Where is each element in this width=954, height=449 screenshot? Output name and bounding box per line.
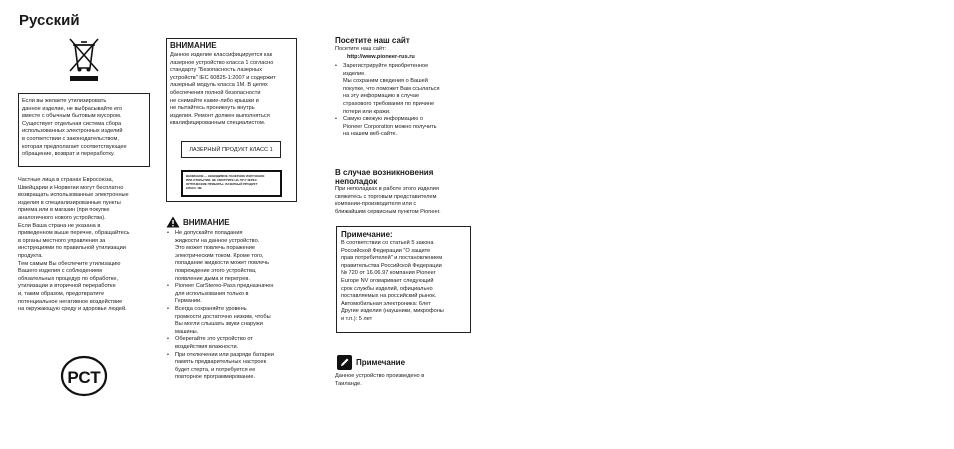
list-item: • Оберегайте это устройство от воздействия влажности. [167,336,295,351]
laser-product-label: ЛАЗЕРНЫЙ ПРОДУКТ КЛАСС 1 [181,141,281,158]
visit-intro: Посетите наш сайт: [335,46,387,52]
visit-list [335,63,440,139]
list-item: • Pioneer CarStereo-Pass предназначен для использования только в Германии. [167,283,295,306]
list-item: • При отключении или разряде батареи память предварительных настроек будет стерта, и потребуется ее повторное программирование. [167,352,295,382]
malfunction-text: При неполадках в работе этого изделия свяжитесь с торговым представителем компании-производителя или с ближайшим сервисным пунктом Pioneer. [335,186,441,215]
visit-heading: Посетите наш сайт [335,36,410,45]
recycle-info-box: Если вы желаете утилизировать данное изделие, не выбрасывайте его вместе с обычным бытовым мусором. Существует отдельная система сбора использованных электронных изделий в соответствии с законодательством, которая предполагает соответствующее обращение, возврат и переработку. [18,93,150,167]
crossed-bin-icon [66,36,102,82]
service-life-text: В соответствии со статьей 5 закона Российской Федерации "О защите прав потребителей" и постановлением правительства Российской Федерации № 720 от 16.06.97 компания Pioneer Europe NV оговаривает следующий срок службы изделий, официально поставляемых на российский рынок. Автомобильная электроника: 6лет Другие изделия (наушники, микрофоны и т.п.): 5 лет [341,240,444,322]
warning-heading: ВНИМАНИЕ [170,41,217,50]
service-life-note-box [336,226,471,333]
return-instructions-text: Частные лица в странах Евросоюза, Швейцарии и Норвегии могут бесплатно возвращать использованные электронные изделия в специализированные пункты приема или в магазин (при покупке аналогичного нового устройства). Если Ваша страна не указана в приведенном выше перечне, обращайтесь в органы местного управления за инструкциями по правильной утилизации продукта. Тем самым Вы обеспечите утилизацию Вашего изделия с соблюдением обязательных процедур по обработке, утилизации и вторичной переработке и, таким образом, предотвратите потенциальное негативное воздействие на окружающую среду и здоровье людей. [18,177,130,313]
malfunction-heading: В случае возникновения неполадок [335,168,434,186]
list-item: • Зарегистрируйте приобретенное изделие. Мы сохраним сведения о Вашей покупке, что поможет Вам ссылаться на эту информацию в случае страхового требования по причине потери или кражи. [335,63,440,116]
page-title: Русский [19,12,80,29]
gost-certification-logo [60,355,108,397]
note-heading: Примечание: [341,230,393,239]
note2-heading: Примечание [356,358,406,367]
caution-list [167,230,295,382]
list-item: • Не допускайте попадания жидкости на данное устройство. Это может повлечь поражение электрическим током. Кроме того, попадание жидкости может повлечь повреждение этого устройства, появление дыма и перегрев. [167,230,295,283]
caution-heading-row [166,216,230,228]
warning-triangle-icon [166,216,180,228]
svg-text:РСТ: РСТ [67,368,101,387]
manufactured-in-text: Данное устройство произведено в Таиланде. [335,373,425,387]
laser-warning-label: ВНИМАНИЕ — НЕВИДИМОЕ ЛАЗЕРНОЕ ИЗЛУЧЕНИЕ ПРИ ОТКРЫТИИ. НЕ СМОТРИТЕ НА ЛУЧ ЧЕРЕЗ ОПТИЧЕСКИЕ ПРИБОРЫ. ЛАЗЕРНЫЙ ПРОДУКТ КЛАСС 1М. [181,170,282,197]
list-item: • Всегда сохраняйте уровень громкости достаточно низким, чтобы Вы могли слышать звуки снаружи машины. [167,306,295,336]
pencil-note-icon [337,355,352,370]
caution-heading: ВНИМАНИЕ [183,217,230,227]
website-link[interactable]: http://www.pioneer-rus.ru [347,54,415,60]
note-heading-row [337,355,405,370]
list-item: • Самую свежую информацию о Pioneer Corporation можно получить на нашем веб-сайте. [335,116,440,139]
laser-class-text: Данное изделие классифицируется как лазерное устройство класса 1 согласно стандарту "Безопасность лазерных устройств" IEC 60825-1:2007 и содержит лазерный модуль класса 1М. В целях обеспечения полной безопасности не снимайте какие-либо крышки и не пытайтесь проникнуть внутрь изделия. Ремонт должен выполняться квалифицированным специалистом. [170,52,276,127]
